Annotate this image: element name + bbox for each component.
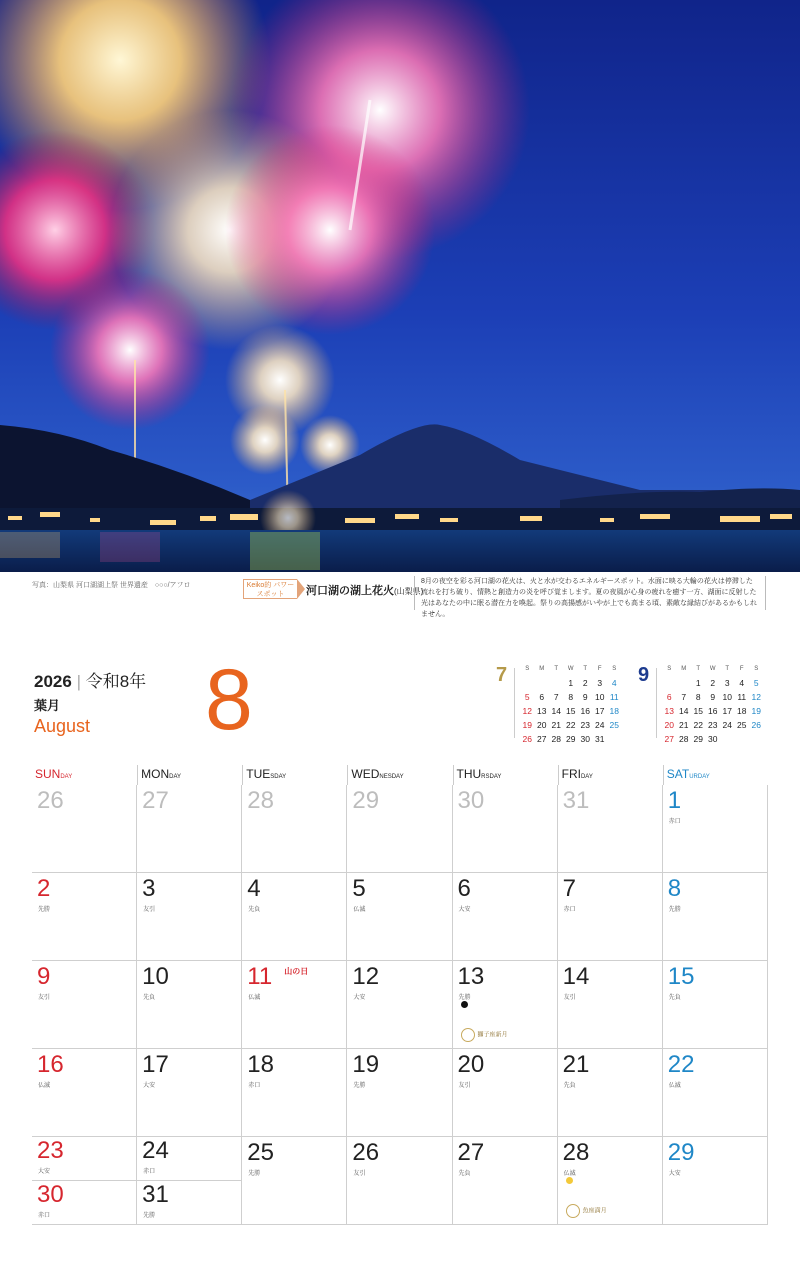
mini-day: 14 — [551, 706, 561, 716]
mini-day: 16 — [708, 706, 718, 716]
day-number: 30 — [457, 787, 485, 814]
zodiac-icon — [461, 1028, 475, 1042]
mini-weekday: T — [554, 666, 559, 672]
weekday-suffix: DAY — [60, 774, 73, 780]
rokuyo-label: 友引 — [143, 907, 156, 913]
mini-day: 30 — [580, 734, 590, 744]
mini-day: 1 — [568, 678, 574, 688]
mini-weekday: S — [525, 666, 530, 672]
day-cell — [137, 1137, 242, 1181]
weekday-head — [558, 765, 663, 787]
day-number: 16 — [37, 1051, 64, 1078]
day-cell — [558, 873, 663, 961]
mini-day: 25 — [609, 720, 619, 730]
day-cell — [347, 873, 452, 961]
mini-weekday: T — [583, 666, 588, 672]
day-cell — [558, 1049, 663, 1137]
mini-weekday: T — [696, 666, 701, 672]
weekday-head — [137, 765, 242, 787]
day-number: 28 — [562, 1139, 590, 1166]
weekday-name: SUN — [35, 767, 61, 781]
day-cell — [558, 961, 663, 1049]
day-number: 30 — [37, 1181, 64, 1208]
day-cell — [663, 961, 768, 1049]
day-cell — [137, 1049, 242, 1137]
day-cell — [347, 1137, 452, 1225]
mini-day: 20 — [537, 720, 547, 730]
day-cell — [663, 1049, 768, 1137]
rokuyo-label: 先勝 — [353, 1083, 366, 1089]
day-cell — [347, 961, 452, 1049]
day-number: 1 — [667, 787, 682, 814]
split-day-cell — [32, 1137, 137, 1225]
mini-month-number: 7 — [496, 664, 508, 686]
mini-day: 22 — [693, 720, 703, 730]
mini-day: 17 — [595, 706, 605, 716]
day-number: 4 — [247, 875, 261, 902]
day-number: 10 — [142, 963, 169, 990]
weekday-suffix: DAY — [580, 774, 593, 780]
day-number: 28 — [247, 787, 274, 814]
mini-day — [535, 678, 550, 689]
day-number: 22 — [667, 1051, 695, 1078]
mini-day: 29 — [693, 734, 703, 744]
day-number: 20 — [457, 1051, 485, 1078]
zodiac-icon — [566, 1204, 580, 1218]
day-cell — [453, 873, 558, 961]
weekday-suffix: NESDAY — [379, 774, 404, 780]
day-cell — [242, 1049, 347, 1137]
mini-weekday: F — [739, 666, 744, 672]
mini-day: 12 — [751, 692, 761, 702]
rokuyo-label: 先勝 — [38, 907, 51, 913]
day-number: 9 — [37, 963, 51, 990]
day-number: 18 — [247, 1051, 274, 1078]
rokuyo-label: 先勝 — [668, 907, 681, 913]
day-number: 11 — [247, 963, 273, 990]
weekday-name: MON — [141, 767, 170, 781]
mini-day: 29 — [566, 734, 576, 744]
mini-weekday: M — [539, 666, 545, 672]
weekday-name: THU — [456, 767, 482, 781]
day-cell — [242, 785, 347, 873]
month-calendar — [32, 765, 768, 1225]
day-cell — [453, 1137, 558, 1225]
day-cell — [242, 1137, 347, 1225]
day-number: 7 — [562, 875, 576, 902]
mini-day: 23 — [708, 720, 718, 730]
mini-weekday: W — [567, 666, 574, 672]
mini-day: 24 — [722, 720, 732, 730]
rokuyo-label: 赤口 — [248, 1083, 261, 1089]
rokuyo-label: 仏滅 — [563, 1171, 576, 1177]
photo-caption — [0, 574, 800, 618]
fireworks-photo — [0, 0, 800, 572]
day-cell — [32, 1137, 137, 1181]
mini-day: 3 — [597, 678, 603, 688]
spot-title — [306, 582, 423, 598]
mini-day: 16 — [580, 706, 590, 716]
rokuyo-label: 赤口 — [143, 1169, 156, 1175]
mini-day: 27 — [537, 734, 547, 744]
mini-weekday: T — [725, 666, 730, 672]
month-number: 8 — [205, 652, 253, 748]
day-number: 25 — [247, 1139, 274, 1166]
rokuyo-label: 先負 — [563, 1083, 576, 1089]
day-cell — [32, 785, 137, 873]
mini-day: 20 — [664, 720, 674, 730]
split-day-cell — [137, 1137, 242, 1225]
day-number: 5 — [352, 875, 366, 902]
day-number: 26 — [352, 1139, 380, 1166]
mini-day — [549, 678, 564, 689]
day-cell — [347, 785, 452, 873]
day-cell — [453, 1049, 558, 1137]
rokuyo-label: 大安 — [668, 1171, 681, 1177]
spot-description: 8月の夜空を彩る河口湖の花火は、火と水が交わるエネルギースポット。水面に映る大輪の花火は停滞した流れを打ち破り、情熱と創造力の炎を呼び覚まします。夏の夜風が心身の疲れを癒す一方、湖面に反射した光はあなたの中に眠る潜在力を喚起。祭りの高揚感がいやが上でも高まる頃、素敵な縁結びがあるかもしれません。 — [414, 576, 766, 610]
spot-title-text: 河口湖の湖上花火 — [306, 585, 394, 597]
moon-event — [461, 1028, 508, 1042]
day-cell — [32, 873, 137, 961]
rokuyo-label: 先勝 — [143, 1213, 156, 1219]
mini-day: 28 — [551, 734, 561, 744]
rokuyo-label: 仏滅 — [353, 907, 366, 913]
mini-day: 8 — [695, 692, 701, 702]
month-english: August — [34, 716, 91, 736]
mini-day: 28 — [679, 734, 689, 744]
day-cell — [663, 1137, 768, 1225]
rokuyo-label: 赤口 — [38, 1213, 51, 1219]
mini-day — [520, 678, 535, 689]
calendar-grid — [32, 785, 768, 1225]
mini-calendar-july — [496, 664, 656, 745]
rokuyo-label: 大安 — [38, 1169, 51, 1175]
mini-day: 6 — [539, 692, 545, 702]
day-number: 6 — [457, 875, 471, 902]
mini-divider — [514, 668, 515, 738]
mini-day: 9 — [582, 692, 588, 702]
rokuyo-label: 友引 — [563, 995, 576, 1001]
day-number: 23 — [37, 1137, 64, 1164]
rokuyo-label: 仏滅 — [248, 995, 261, 1001]
mini-day: 21 — [679, 720, 689, 730]
rokuyo-label: 仏滅 — [38, 1083, 51, 1089]
year-number: 2026 — [34, 672, 72, 691]
day-cell — [32, 1181, 137, 1225]
mini-day — [720, 734, 735, 745]
mini-day: 5 — [524, 692, 530, 702]
mini-day: 18 — [737, 706, 747, 716]
mini-day: 14 — [679, 706, 689, 716]
day-cell — [453, 961, 558, 1049]
day-cell — [453, 785, 558, 873]
mini-day: 11 — [737, 692, 747, 702]
mini-day — [662, 678, 677, 689]
mini-day: 10 — [595, 692, 605, 702]
day-number: 29 — [352, 787, 380, 814]
rokuyo-label: 先負 — [668, 995, 681, 1001]
mini-day: 19 — [522, 720, 532, 730]
day-number: 17 — [142, 1051, 169, 1078]
full-moon-icon — [566, 1177, 573, 1184]
day-cell — [663, 785, 768, 873]
mini-day: 27 — [664, 734, 674, 744]
day-cell — [137, 961, 242, 1049]
day-number: 27 — [457, 1139, 485, 1166]
day-cell — [242, 961, 347, 1049]
rokuyo-label: 大安 — [143, 1083, 156, 1089]
day-cell — [32, 1049, 137, 1137]
weekday-head — [32, 765, 137, 787]
mini-day: 12 — [522, 706, 532, 716]
month-japanese: 葉月 — [34, 698, 61, 713]
weekday-name: SAT — [666, 767, 690, 781]
mini-weekday: S — [754, 666, 759, 672]
mini-day: 5 — [753, 678, 759, 688]
weekday-suffix: DAY — [169, 774, 182, 780]
day-number: 31 — [142, 1181, 169, 1208]
mini-day: 19 — [751, 706, 761, 716]
moon-event-label: 魚座満月 — [582, 1208, 607, 1215]
mini-day — [749, 734, 764, 745]
day-number: 26 — [37, 787, 64, 814]
mini-day: 8 — [568, 692, 574, 702]
mini-day: 22 — [566, 720, 576, 730]
day-number: 29 — [667, 1139, 695, 1166]
weekday-suffix: RSDAY — [481, 774, 502, 780]
mini-day: 4 — [739, 678, 745, 688]
mini-grid — [520, 664, 656, 745]
mini-day: 13 — [537, 706, 547, 716]
day-number: 3 — [142, 875, 156, 902]
day-cell — [558, 785, 663, 873]
mini-day: 11 — [609, 692, 619, 702]
mini-day: 26 — [751, 720, 761, 730]
power-spot-badge: Keiko的 パワースポット — [243, 579, 297, 599]
weekday-name: WED — [351, 767, 380, 781]
mini-day: 6 — [666, 692, 672, 702]
mini-day: 30 — [708, 734, 718, 744]
spot-prefecture: (山梨県) — [394, 587, 424, 596]
mini-day: 18 — [609, 706, 619, 716]
day-cell — [347, 1049, 452, 1137]
day-number: 24 — [142, 1137, 169, 1164]
mini-day: 17 — [722, 706, 732, 716]
day-cell — [137, 873, 242, 961]
weekday-head — [242, 765, 347, 787]
mini-day: 21 — [551, 720, 561, 730]
new-moon-icon — [461, 1001, 468, 1008]
mini-day: 15 — [566, 706, 576, 716]
day-number: 21 — [562, 1051, 590, 1078]
weekday-suffix: URDAY — [689, 774, 710, 780]
year-label: 2026 | 令和8年 — [34, 672, 147, 691]
rokuyo-label: 友引 — [458, 1083, 471, 1089]
mini-day: 1 — [695, 678, 701, 688]
day-cell — [32, 961, 137, 1049]
mini-day: 4 — [611, 678, 617, 688]
day-cell — [137, 1181, 242, 1225]
rokuyo-label: 先勝 — [458, 995, 471, 1001]
mini-day: 2 — [710, 678, 716, 688]
day-number: 15 — [667, 963, 695, 990]
day-number: 13 — [457, 963, 485, 990]
weekday-head — [453, 765, 558, 787]
weekday-header-row — [32, 765, 768, 785]
weekday-name: FRI — [561, 767, 581, 781]
day-cell — [137, 785, 242, 873]
day-cell — [558, 1137, 663, 1225]
mini-grid — [662, 664, 798, 745]
rokuyo-label: 先負 — [143, 995, 156, 1001]
rokuyo-label: 仏滅 — [668, 1083, 681, 1089]
day-number: 14 — [562, 963, 590, 990]
rokuyo-label: 赤口 — [668, 819, 681, 825]
mini-day: 10 — [722, 692, 732, 702]
rokuyo-label: 大安 — [458, 907, 471, 913]
mini-weekday: M — [681, 666, 687, 672]
rokuyo-label: 友引 — [38, 995, 51, 1001]
rokuyo-label: 友引 — [353, 1171, 366, 1177]
day-number: 12 — [352, 963, 380, 990]
mini-day — [735, 734, 750, 745]
rokuyo-label: 先負 — [248, 907, 261, 913]
day-number: 27 — [142, 787, 169, 814]
mini-day: 26 — [522, 734, 532, 744]
holiday-label: 山の日 — [284, 967, 309, 976]
moon-event-label: 獅子座新月 — [477, 1032, 508, 1039]
weekday-name: TUE — [246, 767, 271, 781]
day-number: 19 — [352, 1051, 380, 1078]
mini-day — [677, 678, 692, 689]
mini-weekday: S — [612, 666, 617, 672]
mini-day: 3 — [724, 678, 730, 688]
rokuyo-label: 先負 — [458, 1171, 471, 1177]
rokuyo-label: 先勝 — [248, 1171, 261, 1177]
mini-day: 25 — [737, 720, 747, 730]
day-number: 8 — [667, 875, 682, 902]
mini-day: 23 — [580, 720, 590, 730]
mini-weekday: W — [709, 666, 716, 672]
weekday-head — [347, 765, 452, 787]
mini-day — [607, 734, 622, 745]
day-cell — [242, 873, 347, 961]
mini-day: 31 — [595, 734, 605, 744]
day-number: 2 — [37, 875, 51, 902]
rokuyo-label: 赤口 — [563, 907, 576, 913]
photo-credit: 写真：山梨県 河口湖湖上祭 世界遺産 ○○○/アフロ — [32, 582, 191, 589]
mini-day: 24 — [595, 720, 605, 730]
rokuyo-label: 大安 — [353, 995, 366, 1001]
moon-event — [566, 1204, 607, 1218]
mini-day: 7 — [553, 692, 559, 702]
day-cell — [663, 873, 768, 961]
mini-divider — [656, 668, 657, 738]
era-year: 令和8年 — [85, 672, 147, 691]
weekday-suffix: SDAY — [270, 774, 287, 780]
mini-month-number: 9 — [638, 664, 650, 686]
mini-weekday: S — [667, 666, 672, 672]
weekday-head — [663, 765, 768, 787]
mini-day: 7 — [681, 692, 687, 702]
mini-day: 2 — [582, 678, 588, 688]
mini-day: 15 — [693, 706, 703, 716]
mini-day: 9 — [710, 692, 716, 702]
mini-weekday: F — [597, 666, 602, 672]
day-number: 31 — [562, 787, 590, 814]
mini-calendar-september — [638, 664, 798, 745]
mini-day: 13 — [664, 706, 674, 716]
